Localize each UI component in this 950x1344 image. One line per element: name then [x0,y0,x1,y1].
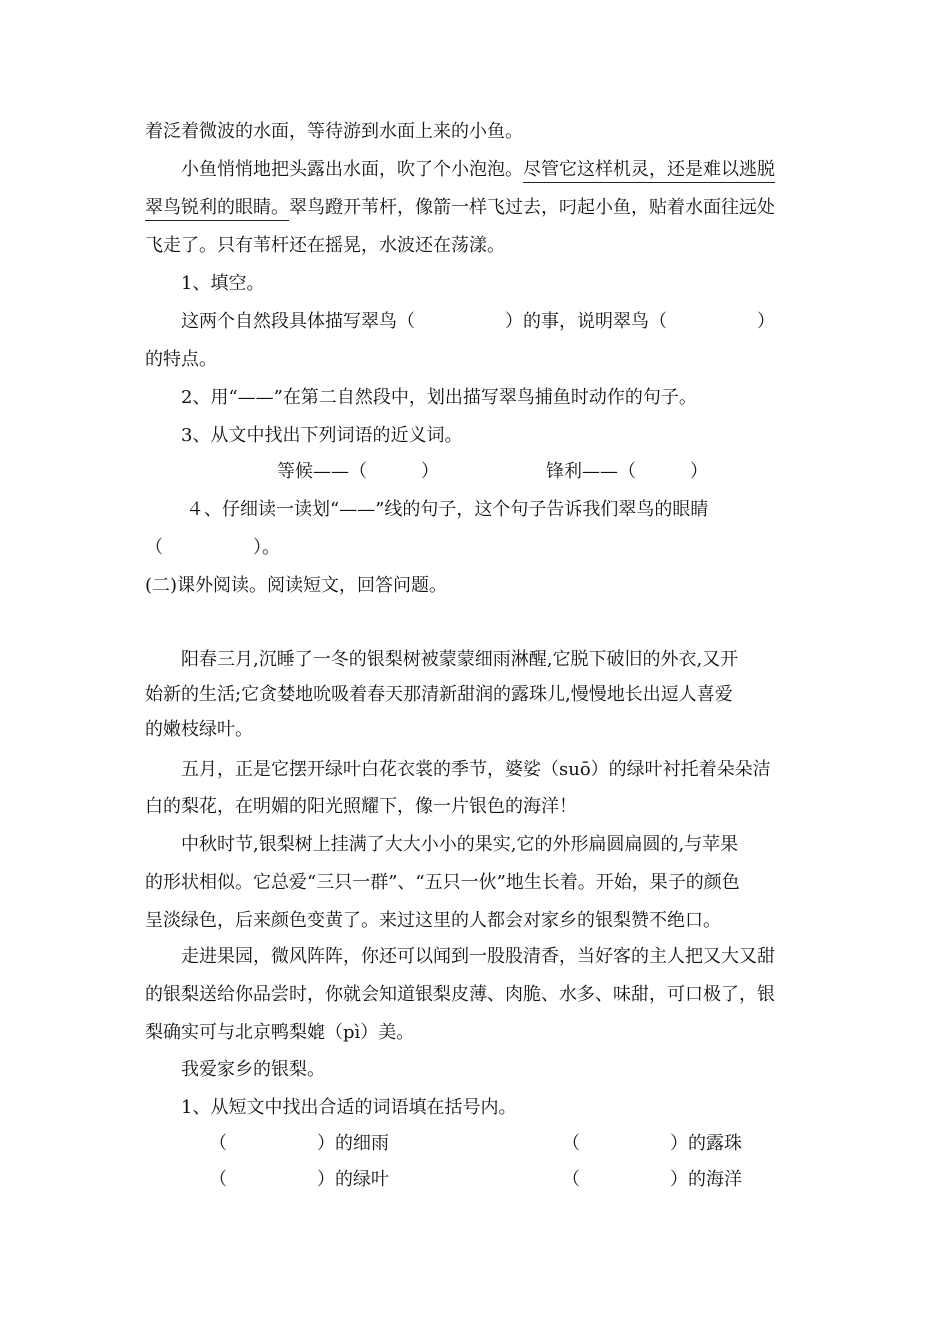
passage-line: 我爱家乡的银梨。 [181,1059,325,1080]
question-2: 2、用“——”在第二自然段中，划出描写翠鸟捕鱼时动作的句子。 [181,387,697,408]
passage-line: 白的梨花，在明媚的阳光照耀下，像一片银色的海洋！ [145,796,577,817]
question-text: 的特点。 [145,349,217,370]
question-title: 3、从文中找出下列词语的近义词。 [181,425,463,446]
passage-line: 飞走了。只有苇杆还在摇晃，水波还在荡漾。 [145,235,505,256]
question-title: 1、从短文中找出合适的词语填在括号内。 [181,1097,517,1118]
passage-line: 的嫩枝绿叶。 [145,719,253,740]
passage-line: 呈淡绿色，后来颜色变黄了。来过这里的人都会对家乡的银梨赞不绝口。 [145,910,721,931]
passage-line: 的形状相似。它总爱“三只一群”、“五只一伙”地生长着。开始，果子的颜色 [145,872,740,893]
passage-line [181,158,775,182]
passage-line: 走进果园，微风阵阵，你还可以闻到一股股清香，当好客的主人把又大又甜 [181,946,775,967]
synonym-item: 锋利——（ ） [546,461,708,482]
passage-line: 中秋时节,银梨树上挂满了大大小小的果实,它的外形扁圆扁圆的,与苹果 [181,834,739,855]
question-title: 1、填空。 [181,273,265,294]
question-text: （ ）。 [145,537,280,558]
passage-line: 的银梨送给你品尝时，你就会知道银梨皮薄、肉脆、水多、味甜，可口极了，银 [145,984,775,1005]
synonym-item: 等候——（ ） [277,461,439,482]
fill-blank-item: （ ）的露珠 [562,1133,742,1154]
passage-line: 梨确实可与北京鸭梨媲（pì）美。 [145,1022,415,1043]
passage-text: 翠鸟蹬开苇杆，像箭一样飞过去，叼起小鱼，贴着水面往远处 [289,197,775,218]
section-heading: (二)课外阅读。阅读短文，回答问题。 [145,575,448,596]
question-text: ４、仔细读一读划“——”线的句子，这个句子告诉我们翠鸟的眼睛 [186,499,709,520]
fill-blank-item: （ ）的细雨 [209,1133,389,1154]
passage-line [145,196,775,220]
underlined-sentence: 翠鸟锐利的眼睛。 [145,197,289,221]
passage-line: 五月，正是它摆开绿叶白花衣裳的季节，婆娑（suō）的绿叶衬托着朵朵洁 [181,759,771,780]
fill-blank-item: （ ）的绿叶 [209,1169,389,1190]
passage-line: 始新的生活;它贪婪地吮吸着春天那清新甜润的露珠儿,慢慢地长出逗人喜爱 [145,684,733,705]
passage-line: 阳春三月,沉睡了一冬的银梨树被蒙蒙细雨淋醒,它脱下破旧的外衣,又开 [181,649,739,670]
question-text: 这两个自然段具体描写翠鸟（ ）的事，说明翠鸟（ ） [181,311,775,332]
fill-blank-item: （ ）的海洋 [562,1169,742,1190]
passage-text: 小鱼悄悄地把头露出水面，吹了个小泡泡。 [181,159,523,180]
underlined-sentence: 尽管它这样机灵，还是难以逃脱 [523,159,775,183]
passage-line: 着泛着微波的水面，等待游到水面上来的小鱼。 [145,121,523,142]
